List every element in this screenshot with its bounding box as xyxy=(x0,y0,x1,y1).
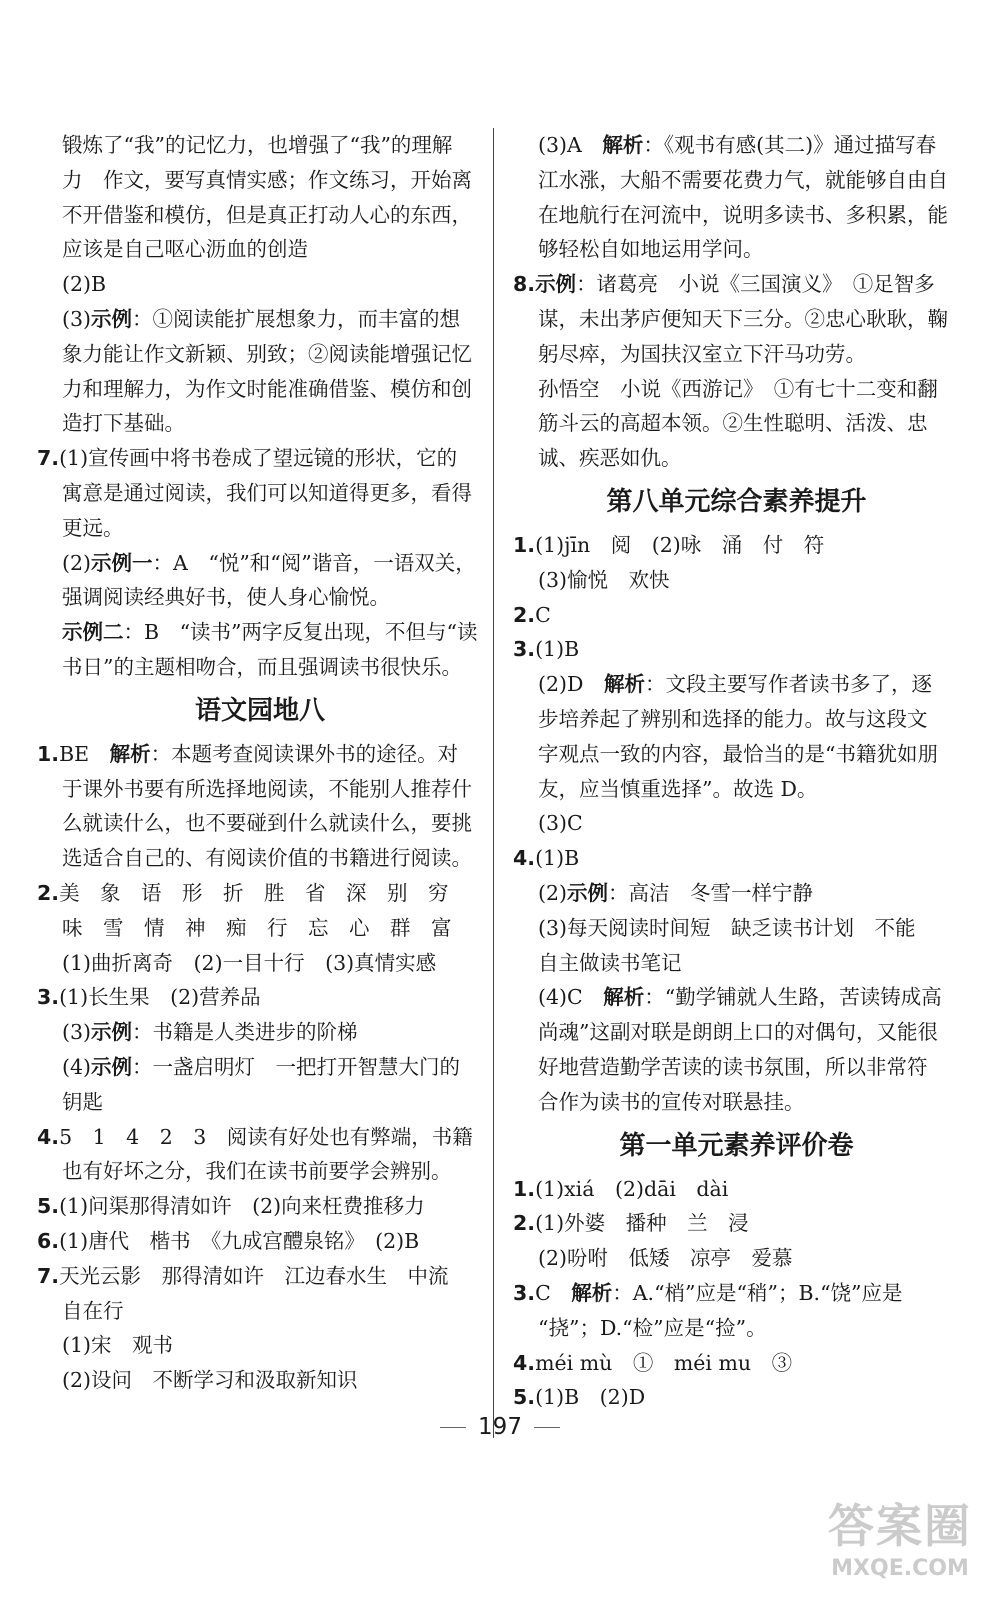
text-line: 更远。 xyxy=(62,515,124,540)
question-number: 6. xyxy=(37,1228,60,1253)
text-line: 应该是自己呕心沥血的创造 xyxy=(62,237,308,262)
line-prefix: (2)D xyxy=(538,672,604,697)
text-line: (1)宋 观书 xyxy=(62,1333,174,1358)
question-line xyxy=(37,1259,483,1294)
question-number: 7. xyxy=(37,446,60,471)
question-number: 2. xyxy=(513,602,536,627)
text-line: 在地航行在河流中，说明多读书、多积累，能 xyxy=(538,202,948,227)
text-line: 合作为读书的宣传对联悬挂。 xyxy=(538,1089,805,1114)
text-line: (3)C xyxy=(538,811,583,836)
text-line: 躬尽瘁，为国扶汉室立下汗马功劳。 xyxy=(538,341,866,366)
bold-label: 解析 xyxy=(603,985,645,1010)
text-line: (1)曲折离奇 (2)一目十行 (3)真情实感 xyxy=(62,950,437,975)
bold-label: 示例 xyxy=(567,880,609,905)
text-line xyxy=(513,876,960,911)
line-prefix: C xyxy=(535,1280,572,1305)
bold-label: 示例 xyxy=(91,306,133,331)
text-line: 谋，未出茅庐便知天下三分。②忠心耿耿，鞠 xyxy=(538,306,948,331)
text-line: 于课外书要有所选择地阅读，不能别人推荐什 xyxy=(62,776,472,801)
line-text: ：《观书有感(其二)》通过描写春 xyxy=(643,133,937,157)
text-line: 江水涨，大船不需要花费力气，就能够自由自 xyxy=(538,167,948,192)
text-line: 选适合自己的、有阅读价值的书籍进行阅读。 xyxy=(62,846,472,871)
line-text: ：A.“梢”应是“稍”；B.“饶”应是 xyxy=(612,1280,903,1305)
text-line: 么就读什么，也不要碰到什么就读什么，要挑 xyxy=(62,811,472,836)
text-line: (2)设问 不断学习和汲取新知识 xyxy=(62,1368,358,1393)
question-number: 8. xyxy=(513,272,536,297)
text-line: (2)吩咐 低矮 凉亭 爱慕 xyxy=(538,1246,793,1271)
question-number: 7. xyxy=(37,1263,60,1288)
text-line: 钥匙 xyxy=(62,1089,103,1114)
line-text: ：A “悦”和“阅”谐音，一语双关， xyxy=(152,550,476,575)
column-divider xyxy=(493,128,494,1438)
question-line xyxy=(37,980,483,1015)
text-line xyxy=(37,1015,483,1050)
text-line: 造打下基础。 xyxy=(62,411,185,436)
left-column xyxy=(37,128,483,1398)
text-line: 字观点一致的内容，最恰当的是“书籍犹如朋 xyxy=(538,741,938,766)
line-text: ：诸葛亮 小说《三国演义》 ①足智多 xyxy=(576,272,935,297)
line-text: (1)B xyxy=(535,846,580,871)
question-number: 4. xyxy=(37,1124,60,1149)
line-text: ：文段主要写作者读书多了，逐 xyxy=(644,672,932,697)
text-line: 孙悟空 小说《西游记》 ①有七十二变和翻 xyxy=(538,376,938,401)
question-line xyxy=(37,441,483,476)
text-line xyxy=(513,980,960,1015)
bold-label: 示例 xyxy=(91,1020,133,1045)
question-line xyxy=(513,1206,960,1241)
line-prefix: (2) xyxy=(62,550,92,575)
line-text: ：高洁 冬雪一样宁静 xyxy=(608,880,814,905)
question-line xyxy=(513,632,960,667)
bold-label: 解析 xyxy=(602,133,644,157)
line-text: (1)外婆 播种 兰 浸 xyxy=(535,1211,749,1236)
text-line: 力和理解力，为作文时能准确借鉴、模仿和创 xyxy=(62,376,472,401)
bold-label: 解析 xyxy=(603,672,645,697)
text-line: 强调阅读经典好书，使人身心愉悦。 xyxy=(62,585,390,610)
line-text: (1)B xyxy=(535,637,580,662)
line-text: ：一盏启明灯 一把打开智慧大门的 xyxy=(132,1054,461,1079)
question-number: 1. xyxy=(513,532,536,557)
bold-label: 解析 xyxy=(571,1280,613,1305)
question-line xyxy=(513,1346,960,1381)
line-prefix: (2) xyxy=(538,880,568,905)
text-line: (3)愉悦 欢快 xyxy=(538,567,670,592)
question-number: 3. xyxy=(513,1280,536,1305)
line-text: 天光云影 那得清如许 江边春水生 中流 xyxy=(59,1263,449,1288)
question-line xyxy=(513,1276,960,1311)
bold-label: 示例 xyxy=(91,1054,133,1079)
question-number: 3. xyxy=(513,637,536,662)
question-number: 4. xyxy=(513,1350,536,1375)
question-line xyxy=(513,1380,960,1415)
text-line: 自在行 xyxy=(62,1298,124,1323)
question-number: 1. xyxy=(37,741,60,766)
question-number: 5. xyxy=(513,1385,536,1410)
line-text: méi mù ① méi mu ③ xyxy=(535,1350,793,1375)
question-number: 2. xyxy=(37,880,60,905)
question-number: 5. xyxy=(37,1194,60,1219)
text-line: 锻炼了“我”的记忆力，也增强了“我”的理解 xyxy=(62,133,453,157)
watermark-mark: 答案圈 xyxy=(828,1499,972,1553)
text-line: (2)B xyxy=(62,272,107,297)
text-line: 好地营造勤学苦读的读书氛围，所以非常符 xyxy=(538,1054,928,1079)
line-prefix: BE xyxy=(59,741,110,766)
footer-dash-left xyxy=(440,1427,466,1428)
question-line xyxy=(37,1189,483,1224)
line-text: ：B “读书”两字反复出现，不但与“读 xyxy=(123,620,478,645)
section-heading: 语文园地八 xyxy=(194,695,325,726)
question-line xyxy=(37,737,483,772)
question-number: 1. xyxy=(513,1176,536,1201)
bold-label: 示例 xyxy=(535,272,577,297)
line-text: C xyxy=(535,602,551,627)
question-number: 2. xyxy=(513,1211,536,1236)
text-line: 诚、疾恶如仇。 xyxy=(538,446,682,471)
line-text: ：本题考查阅读课外书的途径。对 xyxy=(150,741,459,766)
line-text: (1)xiá (2)dāi dài xyxy=(535,1176,729,1201)
footer-dash-right xyxy=(534,1427,560,1428)
text-line: 够轻松自如地运用学问。 xyxy=(538,237,764,262)
text-line xyxy=(37,1050,483,1085)
line-text: (1)唐代 楷书 《九成宫醴泉铭》 (2)B xyxy=(59,1228,420,1253)
watermark xyxy=(828,1490,972,1581)
text-line: (3)每天阅读时间短 缺乏读书计划 不能 xyxy=(538,915,916,940)
line-prefix: (3) xyxy=(62,1020,92,1045)
text-line: 筋斗云的高超本领。②生性聪明、活泼、忠 xyxy=(538,411,928,436)
line-text: (1)长生果 (2)营养品 xyxy=(59,985,261,1010)
bold-label: 示例一 xyxy=(91,550,153,575)
text-line xyxy=(513,667,960,702)
question-line xyxy=(37,1120,483,1155)
page-footer xyxy=(0,1414,1000,1440)
question-number: 4. xyxy=(513,846,536,871)
question-number: 3. xyxy=(37,985,60,1010)
text-line: 步培养起了辨别和选择的能力。故与这段文 xyxy=(538,706,928,731)
question-line xyxy=(513,598,960,633)
text-line: 力 作文，要写真情实感；作文练习，开始离 xyxy=(62,167,472,192)
text-line: 尚魂”这副对联是朗朗上口的对偶句，又能很 xyxy=(538,1020,938,1045)
section-heading: 第一单元素养评价卷 xyxy=(619,1130,854,1161)
line-text: ：书籍是人类进步的阶梯 xyxy=(132,1020,358,1045)
line-text: (1)jīn 阅 (2)咏 涌 付 符 xyxy=(535,532,825,557)
line-text: ：“勤学铺就人生路，苦读铸成高 xyxy=(644,985,942,1010)
page-number: 197 xyxy=(478,1414,522,1440)
line-prefix: (3)A xyxy=(538,133,603,157)
line-text: 5 1 4 2 3 阅读有好处也有弊端，书籍 xyxy=(59,1124,473,1149)
text-line xyxy=(37,615,483,650)
text-line xyxy=(37,302,483,337)
line-text: 美 象 语 形 折 胜 省 深 别 穷 xyxy=(59,880,449,905)
section-heading: 第八单元综合素养提升 xyxy=(606,486,867,517)
line-text: (1)问渠那得清如许 (2)向来枉费推移力 xyxy=(59,1194,425,1219)
text-line: 友，应当慎重选择”。故选 D。 xyxy=(538,776,818,801)
text-line: 象力能让作文新颖、别致；②阅读能增强记忆 xyxy=(62,341,472,366)
text-line: 味 雪 情 神 痴 行 忘 心 群 富 xyxy=(62,915,452,940)
question-line xyxy=(37,876,483,911)
line-prefix: (3) xyxy=(62,306,92,331)
line-prefix: (4)C xyxy=(538,985,604,1010)
question-line xyxy=(37,1224,483,1259)
text-line: 书日”的主题相吻合，而且强调读书很快乐。 xyxy=(62,654,462,679)
watermark-url: MXQE.COM xyxy=(831,1556,969,1581)
question-line xyxy=(513,841,960,876)
question-line xyxy=(513,528,960,563)
text-line: 自主做读书笔记 xyxy=(538,950,682,975)
line-text: (1)B (2)D xyxy=(535,1385,646,1410)
text-line: “挠”；D.“检”应是“捡”。 xyxy=(538,1315,767,1340)
text-line xyxy=(37,546,483,581)
bold-label: 示例二 xyxy=(62,620,124,645)
line-text: (1)宣传画中将书卷成了望远镜的形状，它的 xyxy=(59,446,458,471)
question-line xyxy=(513,267,960,302)
right-column xyxy=(513,128,960,1415)
bold-label: 解析 xyxy=(109,741,151,766)
text-line: 不开借鉴和模仿，但是真正打动人心的东西， xyxy=(62,202,472,227)
line-text: ：①阅读能扩展想象力，而丰富的想 xyxy=(132,306,461,331)
question-line xyxy=(513,1172,960,1207)
text-line: 也有好坏之分，我们在读书前要学会辨别。 xyxy=(62,1159,452,1184)
line-prefix: (4) xyxy=(62,1054,92,1079)
text-line xyxy=(513,128,960,163)
text-line: 寓意是通过阅读，我们可以知道得更多，看得 xyxy=(62,480,472,505)
